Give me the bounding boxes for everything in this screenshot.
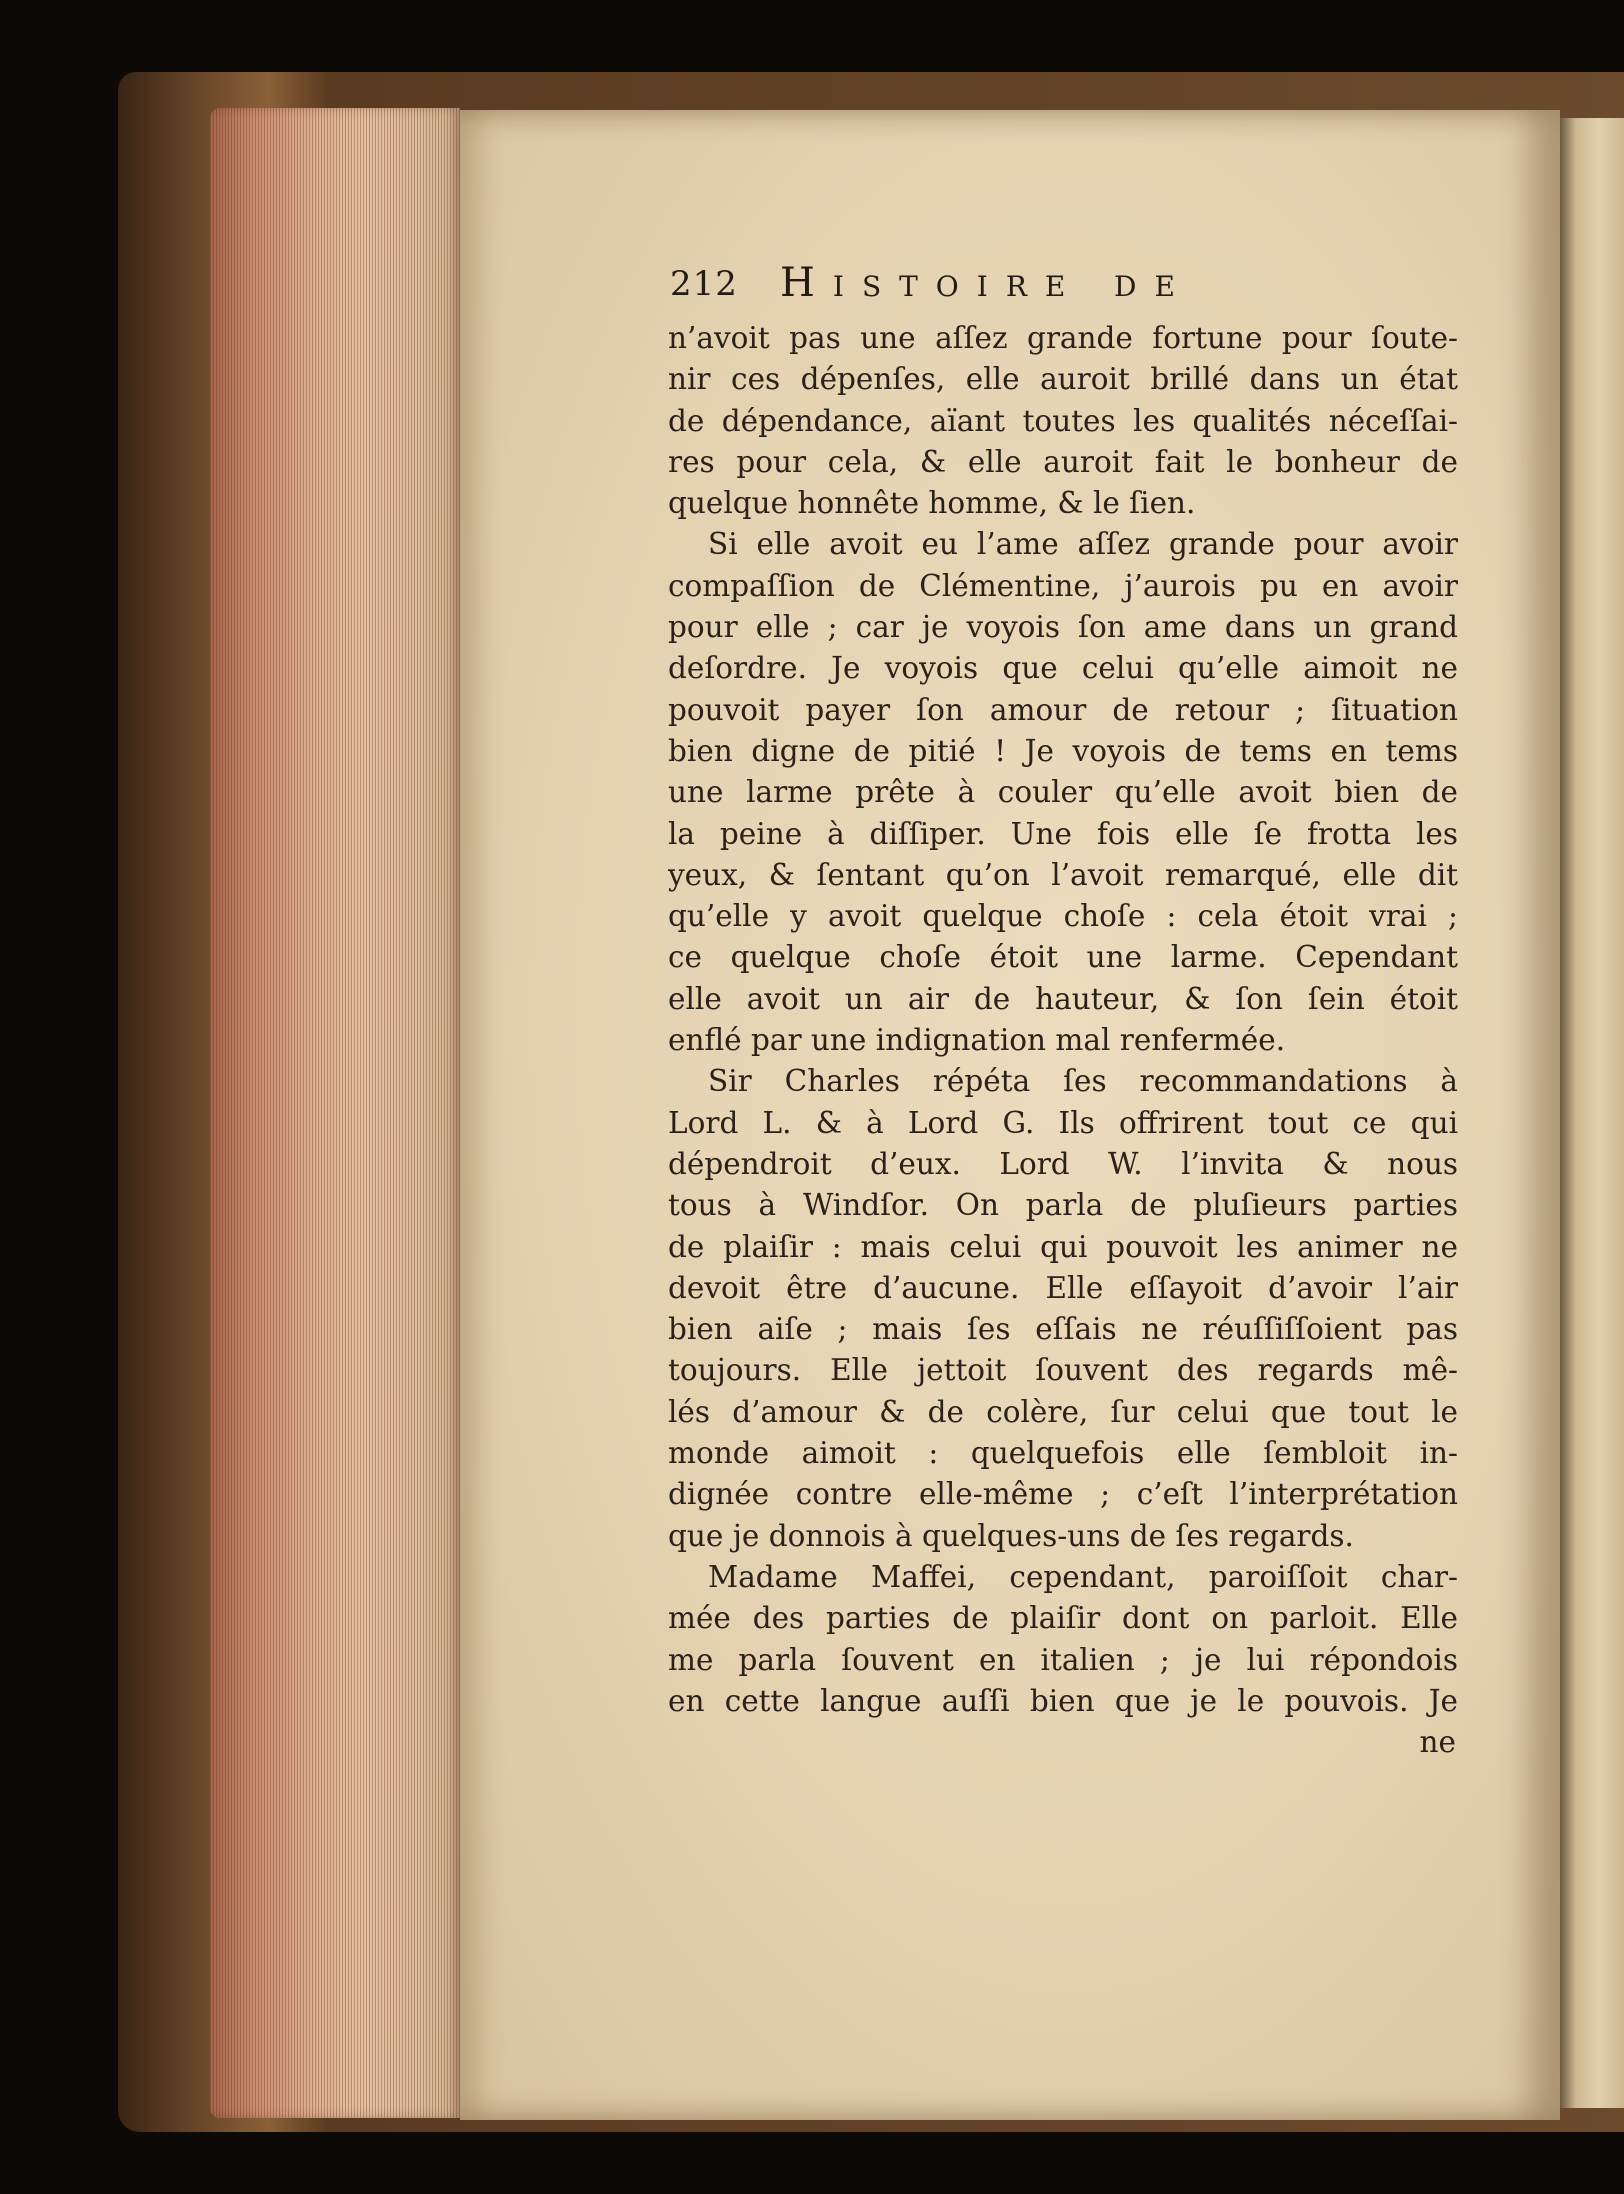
- running-title: Histoire de: [780, 260, 1193, 306]
- text-line: lés d’amour & de colère, ſur celui que tout le: [668, 1394, 1458, 1429]
- text-line: elle avoit un air de hauteur, & ſon ſein étoit: [668, 981, 1458, 1016]
- text-line: une larme prête à couler qu’elle avoit bien de: [668, 775, 1458, 810]
- text-line: devoit être d’aucune. Elle eſſayoit d’avoir l’air: [668, 1270, 1458, 1305]
- text-line: tous à Windſor. On parla de pluſieurs parties: [668, 1188, 1458, 1223]
- text-line: de dépendance, aïant toutes les qualités néceſſai-: [668, 403, 1458, 438]
- text-line: pouvoit payer ſon amour de retour ; ſituation: [668, 692, 1458, 727]
- text-line: Lord L. & à Lord G. Ils offrirent tout ce qui: [668, 1105, 1458, 1140]
- text-line: bien digne de pitié ! Je voyois de tems en tems: [668, 733, 1458, 768]
- running-head: [670, 260, 1370, 310]
- facing-page-edge: [1560, 118, 1624, 2108]
- text-line: dignée contre elle-même ; c’eſt l’interprétation: [668, 1477, 1458, 1512]
- page-number: 212: [670, 264, 738, 304]
- text-line: deſordre. Je voyois que celui qu’elle aimoit ne: [668, 651, 1458, 686]
- text-line: enflé par une indignation mal renfermée.: [668, 1023, 1286, 1058]
- catchword: ne: [1419, 1725, 1456, 1760]
- text-line: res pour cela, & elle auroit fait le bonheur de: [668, 444, 1458, 479]
- text-line: de plaiſir : mais celui qui pouvoit les animer ne: [668, 1229, 1458, 1264]
- text-line: toujours. Elle jettoit ſouvent des regards mê-: [668, 1353, 1458, 1388]
- page-text: [668, 318, 1458, 1762]
- text-line: que je donnois à quelques-uns de ſes regards.: [668, 1518, 1354, 1553]
- text-line: ce quelque choſe étoit une larme. Cependant: [668, 940, 1458, 975]
- text-line: Madame Maffei, cependant, paroiſſoit char-: [708, 1559, 1458, 1594]
- text-line: n’avoit pas une aſſez grande fortune pour ſoute-: [668, 321, 1458, 355]
- text-line: me parla ſouvent en italien ; je lui répondois: [668, 1642, 1458, 1677]
- text-line: Sir Charles répéta ſes recommandations à: [708, 1064, 1458, 1099]
- text-line: dépendroit d’eux. Lord W. l’invita & nous: [668, 1146, 1458, 1181]
- text-line: monde aimoit : quelquefois elle ſembloit in-: [668, 1436, 1458, 1471]
- text-line: compaſſion de Clémentine, j’aurois pu en avoir: [668, 568, 1458, 603]
- text-line: en cette langue auſſi bien que je le pouvois. Je: [668, 1683, 1458, 1718]
- text-line: bien aiſe ; mais ſes eſſais ne réuſſiſſoient pas: [668, 1312, 1458, 1347]
- page-fore-edge: [210, 108, 460, 2118]
- text-line: la peine à diſſiper. Une fois elle ſe frotta les: [668, 816, 1458, 851]
- text-line: qu’elle y avoit quelque choſe : cela étoit vrai ;: [668, 899, 1458, 934]
- text-line: mée des parties de plaiſir dont on parloit. Elle: [668, 1601, 1458, 1636]
- text-line: nir ces dépenſes, elle auroit brillé dans un état: [668, 362, 1458, 397]
- text-line: Si elle avoit eu l’ame aſſez grande pour avoir: [708, 527, 1458, 562]
- text-line: quelque honnête homme, & le ſien.: [668, 486, 1196, 521]
- text-line: pour elle ; car je voyois ſon ame dans un grand: [668, 610, 1458, 645]
- text-line: yeux, & ſentant qu’on l’avoit remarqué, elle dit: [668, 857, 1458, 892]
